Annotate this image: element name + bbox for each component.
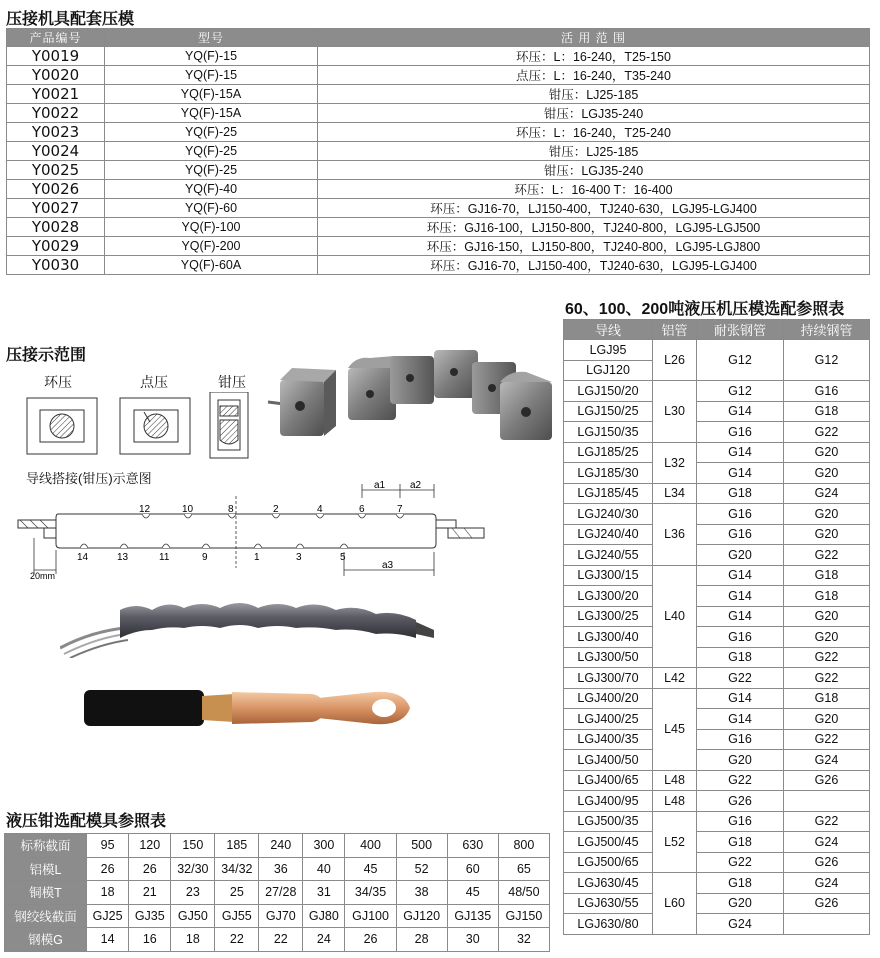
product-code-cell: Y0023 [7, 123, 105, 142]
product-code-cell: Y0019 [7, 47, 105, 66]
value-cell: 34/32 [215, 857, 259, 881]
conductor-cell: LGJ185/30 [564, 463, 653, 484]
value-cell: 16 [129, 928, 171, 952]
range-cell: 钳压：LJ25-185 [318, 85, 870, 104]
conductor-cell: LGJ300/25 [564, 606, 653, 627]
table-row [564, 422, 870, 443]
table-row [564, 524, 870, 545]
title-bottom: 液压钳选配模具参照表 [6, 813, 167, 830]
label-ring-crimp: 环压 [44, 374, 72, 390]
al-tube-cell: L36 [653, 504, 697, 566]
continuous-steel-cell: G20 [784, 627, 870, 648]
table-row [7, 180, 870, 199]
table-row [564, 729, 870, 750]
model-cell: YQ(F)-15A [105, 85, 318, 104]
tension-steel-cell: G16 [697, 627, 784, 648]
product-code-cell: Y0020 [7, 66, 105, 85]
product-code-cell: Y0027 [7, 199, 105, 218]
value-cell: 500 [396, 834, 447, 858]
value-cell: 25 [215, 881, 259, 905]
continuous-steel-cell: G22 [784, 668, 870, 689]
table-row [7, 104, 870, 123]
header-model: 型号 [105, 29, 318, 47]
value-cell: GJ80 [303, 904, 345, 928]
continuous-steel-cell: G16 [784, 381, 870, 402]
num-13: 13 [117, 552, 129, 563]
continuous-steel-cell: G20 [784, 524, 870, 545]
table-row [564, 811, 870, 832]
table-row [7, 66, 870, 85]
product-code-cell: Y0030 [7, 256, 105, 275]
num-10: 10 [182, 504, 194, 515]
value-cell: GJ100 [345, 904, 396, 928]
continuous-steel-cell: G24 [784, 483, 870, 504]
conductor-cell: LGJ400/50 [564, 750, 653, 771]
continuous-steel-cell: G22 [784, 422, 870, 443]
num-14: 14 [77, 552, 89, 563]
dim-20mm: 20mm [30, 571, 56, 580]
continuous-steel-cell: G22 [784, 647, 870, 668]
table-row [7, 218, 870, 237]
product-code-cell: Y0022 [7, 104, 105, 123]
table-row [564, 504, 870, 525]
model-cell: YQ(F)-25 [105, 161, 318, 180]
tension-steel-cell: G16 [697, 729, 784, 750]
tension-steel-cell: G24 [697, 914, 784, 935]
value-cell: GJ35 [129, 904, 171, 928]
value-cell: 27/28 [259, 881, 303, 905]
value-cell: GJ55 [215, 904, 259, 928]
num-4: 4 [317, 504, 323, 515]
product-code-cell: Y0024 [7, 142, 105, 161]
continuous-steel-cell: G24 [784, 832, 870, 853]
range-cell: 环压：GJ16-70，LJ150-400，TJ240-630，LGJ95-LGJ400 [318, 256, 870, 275]
tension-steel-cell: G20 [697, 545, 784, 566]
continuous-steel-cell: G20 [784, 442, 870, 463]
al-tube-cell: L45 [653, 688, 697, 770]
range-cell: 环压：L：16-400 T：16-400 [318, 180, 870, 199]
row-header-cell: 铜模T [5, 881, 87, 905]
product-code-cell: Y0025 [7, 161, 105, 180]
tension-steel-cell: G16 [697, 422, 784, 443]
model-cell: YQ(F)-200 [105, 237, 318, 256]
table-row [7, 123, 870, 142]
value-cell: 18 [171, 928, 215, 952]
tension-steel-cell: G14 [697, 401, 784, 422]
ring-crimp-diagram [27, 398, 97, 454]
model-cell: YQ(F)-15A [105, 104, 318, 123]
conductor-cell: LGJ500/35 [564, 811, 653, 832]
tension-steel-cell: G18 [697, 483, 784, 504]
al-tube-cell: L30 [653, 381, 697, 443]
value-cell: 30 [447, 928, 498, 952]
splice-section-title: 导线搭接(钳压)示意图 [26, 471, 152, 486]
num-3: 3 [296, 552, 302, 563]
model-cell: YQ(F)-60 [105, 199, 318, 218]
model-cell: YQ(F)-40 [105, 180, 318, 199]
value-cell: 40 [303, 857, 345, 881]
continuous-steel-cell: G20 [784, 504, 870, 525]
tension-steel-cell: G16 [697, 811, 784, 832]
continuous-steel-cell: G22 [784, 729, 870, 750]
conductor-cell: LGJ400/25 [564, 709, 653, 730]
value-cell: 630 [447, 834, 498, 858]
conductor-cell: LGJ185/25 [564, 442, 653, 463]
value-cell: 52 [396, 857, 447, 881]
table-row [564, 340, 870, 361]
value-cell: GJ135 [447, 904, 498, 928]
header-range: 活 用 范 围 [318, 29, 870, 47]
tension-steel-cell: G14 [697, 565, 784, 586]
row-header-cell: 钢绞线截面 [5, 904, 87, 928]
conductor-cell: LGJ240/30 [564, 504, 653, 525]
value-cell: 300 [303, 834, 345, 858]
range-cell: 钳压：LGJ35-240 [318, 161, 870, 180]
value-cell: 26 [87, 857, 129, 881]
label-point-crimp: 点压 [140, 374, 168, 390]
value-cell: 26 [345, 928, 396, 952]
crimp-diagrams [26, 392, 256, 460]
dim-a3: a3 [382, 560, 394, 571]
value-cell: 26 [129, 857, 171, 881]
table-row [564, 832, 870, 853]
table-row [564, 750, 870, 771]
continuous-steel-cell: G24 [784, 873, 870, 894]
conductor-cell: LGJ630/45 [564, 873, 653, 894]
table-row [564, 381, 870, 402]
model-cell: YQ(F)-60A [105, 256, 318, 275]
continuous-steel-cell: G20 [784, 606, 870, 627]
num-12: 12 [139, 504, 151, 515]
table-row [564, 688, 870, 709]
range-cell: 点压：L：16-240，T35-240 [318, 66, 870, 85]
table-row [564, 627, 870, 648]
continuous-steel-cell: G22 [784, 811, 870, 832]
value-cell: GJ70 [259, 904, 303, 928]
value-cell: 32/30 [171, 857, 215, 881]
range-cell: 钳压：LGJ35-240 [318, 104, 870, 123]
value-cell: 22 [259, 928, 303, 952]
value-cell: 240 [259, 834, 303, 858]
value-cell: 185 [215, 834, 259, 858]
conductor-cell: LGJ500/65 [564, 852, 653, 873]
conductor-cell: LGJ300/40 [564, 627, 653, 648]
al-tube-cell: L26 [653, 340, 697, 381]
conductor-cell: LGJ150/35 [564, 422, 653, 443]
table-row [564, 401, 870, 422]
range-cell: 环压：GJ16-150，LJ150-800，TJ240-800，LGJ95-LGJ800 [318, 237, 870, 256]
num-7: 7 [397, 504, 403, 515]
model-cell: YQ(F)-100 [105, 218, 318, 237]
range-cell: 环压：L：16-240，T25-150 [318, 47, 870, 66]
al-tube-cell: L48 [653, 770, 697, 791]
conductor-cell: LGJ240/40 [564, 524, 653, 545]
crimp-dies-photo [264, 346, 560, 446]
num-1: 1 [254, 552, 260, 563]
conductor-cell: LGJ240/55 [564, 545, 653, 566]
al-tube-cell: L42 [653, 668, 697, 689]
table-row [564, 565, 870, 586]
conductor-cell: LGJ400/20 [564, 688, 653, 709]
continuous-steel-cell: G18 [784, 586, 870, 607]
table-row [564, 770, 870, 791]
table-row [564, 545, 870, 566]
dim-a1: a1 [374, 480, 386, 491]
table-row [5, 881, 550, 905]
range-cell: 钳压：LJ25-185 [318, 142, 870, 161]
al-tube-cell: L48 [653, 791, 697, 812]
value-cell: 28 [396, 928, 447, 952]
conductor-cell: LGJ400/35 [564, 729, 653, 750]
continuous-steel-cell: G20 [784, 463, 870, 484]
table-row [7, 142, 870, 161]
table-row [5, 834, 550, 858]
table-row [564, 914, 870, 935]
num-9: 9 [202, 552, 208, 563]
value-cell: 31 [303, 881, 345, 905]
tension-steel-cell: G14 [697, 442, 784, 463]
title-top: 压接机具配套压模 [6, 11, 135, 28]
product-code-cell: Y0026 [7, 180, 105, 199]
continuous-steel-cell: G18 [784, 565, 870, 586]
value-cell: 150 [171, 834, 215, 858]
value-cell: GJ150 [498, 904, 549, 928]
press-die-table [563, 319, 870, 935]
value-cell: 60 [447, 857, 498, 881]
tension-steel-cell: G18 [697, 832, 784, 853]
header-conductor: 导线 [564, 320, 653, 340]
table-row [7, 161, 870, 180]
tension-steel-cell: G26 [697, 791, 784, 812]
product-code-cell: Y0021 [7, 85, 105, 104]
tension-steel-cell: G22 [697, 668, 784, 689]
continuous-steel-cell: G18 [784, 401, 870, 422]
continuous-steel-cell: G18 [784, 688, 870, 709]
row-header-cell: 标称截面 [5, 834, 87, 858]
product-code-cell: Y0028 [7, 218, 105, 237]
conductor-cell: LGJ630/80 [564, 914, 653, 935]
product-code-cell: Y0029 [7, 237, 105, 256]
value-cell: 21 [129, 881, 171, 905]
tension-steel-cell: G14 [697, 606, 784, 627]
conductor-cell: LGJ300/50 [564, 647, 653, 668]
table-row [564, 483, 870, 504]
value-cell: 45 [345, 857, 396, 881]
value-cell: 36 [259, 857, 303, 881]
header-al-tube: 铝管 [653, 320, 697, 340]
splice-diagram [8, 478, 488, 580]
range-cell: 环压：GJ16-100，LJ150-800，TJ240-800，LGJ95-LGJ500 [318, 218, 870, 237]
value-cell: 22 [215, 928, 259, 952]
value-cell: 14 [87, 928, 129, 952]
value-cell: 120 [129, 834, 171, 858]
value-cell: 45 [447, 881, 498, 905]
table-row [564, 442, 870, 463]
header-continuous-steel: 持续钢管 [784, 320, 870, 340]
table-row [7, 237, 870, 256]
continuous-steel-cell: G24 [784, 750, 870, 771]
tension-steel-cell: G18 [697, 647, 784, 668]
row-header-cell: 钢模G [5, 928, 87, 952]
al-tube-cell: L60 [653, 873, 697, 935]
conductor-cell: LGJ300/15 [564, 565, 653, 586]
conductor-cell: LGJ150/25 [564, 401, 653, 422]
conductor-cell: LGJ300/70 [564, 668, 653, 689]
continuous-steel-cell: G20 [784, 709, 870, 730]
value-cell: 38 [396, 881, 447, 905]
table-row [564, 873, 870, 894]
die-table [6, 28, 870, 275]
value-cell: GJ120 [396, 904, 447, 928]
label-clamp-crimp: 钳压 [218, 374, 246, 390]
tension-steel-cell: G14 [697, 709, 784, 730]
range-cell: 环压：L：16-240，T25-240 [318, 123, 870, 142]
dim-a2: a2 [410, 480, 422, 491]
conductor-cell: LGJ300/20 [564, 586, 653, 607]
table-row [5, 928, 550, 952]
cable-lug-photo [84, 676, 424, 738]
num-11: 11 [159, 552, 170, 563]
tension-steel-cell: G16 [697, 504, 784, 525]
row-header-cell: 铝模L [5, 857, 87, 881]
header-tension-steel: 耐张钢管 [697, 320, 784, 340]
crimped-conductor-photo [60, 588, 440, 658]
al-tube-cell: L52 [653, 811, 697, 873]
conductor-cell: LGJ185/45 [564, 483, 653, 504]
conductor-cell: LGJ400/65 [564, 770, 653, 791]
al-tube-cell: L34 [653, 483, 697, 504]
value-cell: 32 [498, 928, 549, 952]
header-code: 产品编号 [7, 29, 105, 47]
table-row [7, 85, 870, 104]
model-cell: YQ(F)-25 [105, 123, 318, 142]
num-2: 2 [273, 504, 279, 515]
table-row [5, 904, 550, 928]
conductor-cell: LGJ630/55 [564, 893, 653, 914]
continuous-steel-cell: G12 [784, 340, 870, 381]
tension-steel-cell: G18 [697, 873, 784, 894]
table-row [7, 256, 870, 275]
conductor-cell: LGJ120 [564, 360, 653, 381]
value-cell: 18 [87, 881, 129, 905]
continuous-steel-cell: G26 [784, 770, 870, 791]
value-cell: 23 [171, 881, 215, 905]
value-cell: 65 [498, 857, 549, 881]
value-cell: 34/35 [345, 881, 396, 905]
value-cell: 95 [87, 834, 129, 858]
table-row [564, 586, 870, 607]
crimp-section-title: 压接示范围 [6, 347, 87, 364]
tension-steel-cell: G12 [697, 381, 784, 402]
tension-steel-cell: G22 [697, 852, 784, 873]
continuous-steel-cell: G22 [784, 545, 870, 566]
table-row [7, 47, 870, 66]
table-row [564, 647, 870, 668]
tension-steel-cell: G14 [697, 688, 784, 709]
table-row [564, 791, 870, 812]
value-cell: GJ50 [171, 904, 215, 928]
al-tube-cell: L40 [653, 565, 697, 668]
table-row [564, 709, 870, 730]
value-cell: GJ25 [87, 904, 129, 928]
table-row [564, 852, 870, 873]
table-row [564, 893, 870, 914]
range-cell: 环压：GJ16-70，LJ150-400，TJ240-630，LGJ95-LGJ400 [318, 199, 870, 218]
title-right: 60、100、200吨液压机压模选配参照表 [565, 301, 845, 318]
table-row [564, 463, 870, 484]
model-cell: YQ(F)-25 [105, 142, 318, 161]
tension-steel-cell: G14 [697, 586, 784, 607]
tension-steel-cell: G20 [697, 750, 784, 771]
tension-steel-cell: G22 [697, 770, 784, 791]
conductor-cell: LGJ95 [564, 340, 653, 361]
model-cell: YQ(F)-15 [105, 66, 318, 85]
value-cell: 400 [345, 834, 396, 858]
table-row [564, 668, 870, 689]
conductor-cell: LGJ400/95 [564, 791, 653, 812]
tension-steel-cell: G14 [697, 463, 784, 484]
continuous-steel-cell: G26 [784, 893, 870, 914]
continuous-steel-cell: G26 [784, 852, 870, 873]
value-cell: 48/50 [498, 881, 549, 905]
continuous-steel-cell [784, 791, 870, 812]
num-6: 6 [359, 504, 365, 515]
table-row [5, 857, 550, 881]
plier-die-table [4, 833, 550, 952]
tension-steel-cell: G20 [697, 893, 784, 914]
tension-steel-cell: G16 [697, 524, 784, 545]
value-cell: 24 [303, 928, 345, 952]
num-5: 5 [340, 552, 346, 563]
num-8: 8 [228, 504, 234, 515]
clamp-crimp-diagram [210, 392, 248, 458]
value-cell: 800 [498, 834, 549, 858]
conductor-cell: LGJ500/45 [564, 832, 653, 853]
tension-steel-cell: G12 [697, 340, 784, 381]
table-row [7, 199, 870, 218]
point-crimp-diagram [120, 398, 190, 454]
conductor-cell: LGJ150/20 [564, 381, 653, 402]
model-cell: YQ(F)-15 [105, 47, 318, 66]
continuous-steel-cell [784, 914, 870, 935]
al-tube-cell: L32 [653, 442, 697, 483]
table-row [564, 606, 870, 627]
